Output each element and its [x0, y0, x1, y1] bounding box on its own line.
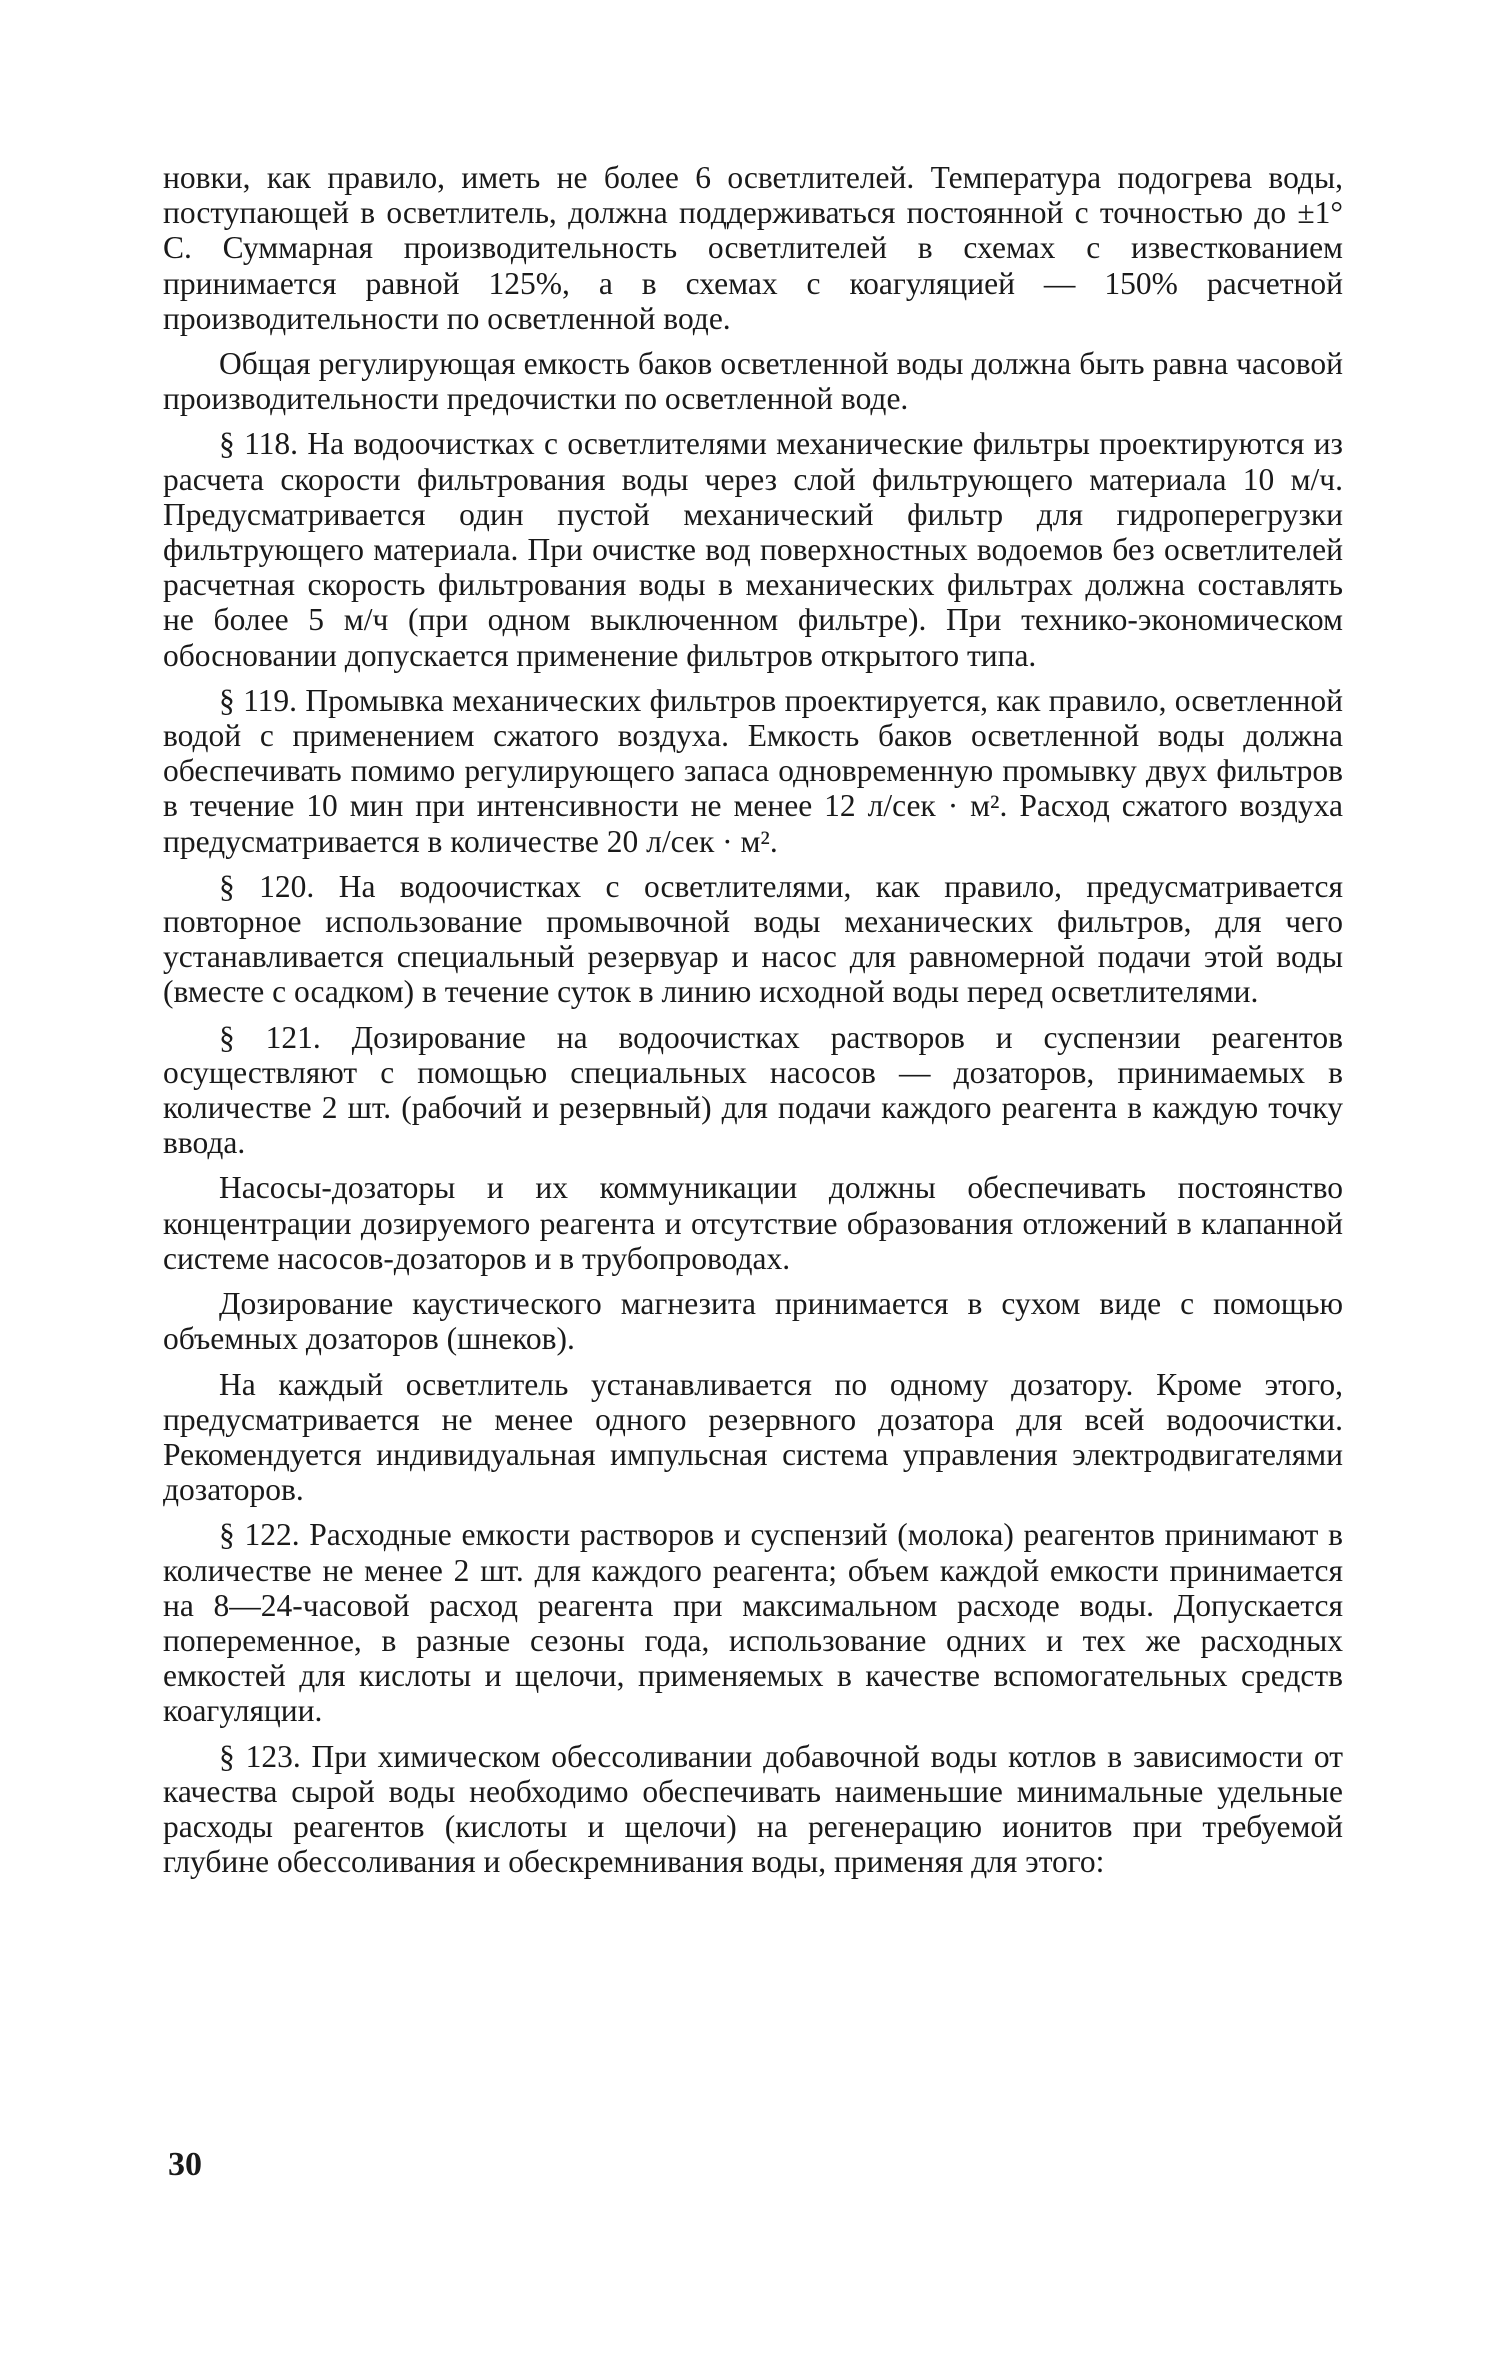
- paragraph-section-120: § 120. На водоочистках с осветлителями, как правило, предусматривается повторное использование промывочной воды механических фильтров, для чего устанавливается специальный резервуар и насос для равномерной подачи этой воды (вместе с осадком) в течение суток в линию исходной воды перед осветлителями.: [163, 868, 1343, 1010]
- paragraph-section-121: § 121. Дозирование на водоочистках растворов и суспензии реагентов осуществляют с помощью специальных насосов — дозаторов, принимаемых в количестве 2 шт. (рабочий и резервный) для подачи каждого реагента в каждую точку ввода.: [163, 1019, 1343, 1161]
- paragraph-dosing-pumps: Насосы-дозаторы и их коммуникации должны обеспечивать постоянство концентрации дозируемого реагента и отсутствие образования отложений в клапанной системе насосов-дозаторов и в трубопроводах.: [163, 1170, 1343, 1276]
- paragraph-section-118: § 118. На водоочистках с осветлителями механические фильтры проектируются из расчета скорости фильтрования воды через слой фильтрующего материала 10 м/ч. Предусматривается один пустой механический фильтр для гидроперегрузки фильтрующего материала. При очистке вод поверхностных водоемов без осветлителей расчетная скорость фильтрования воды в механических фильтрах должна составлять не более 5 м/ч (при одном выключенном фильтре). При технико-экономическом обосновании допускается применение фильтров открытого типа.: [163, 426, 1343, 673]
- paragraph-section-122: § 122. Расходные емкости растворов и суспензий (молока) реагентов принимают в количестве не менее 2 шт. для каждого реагента; объем каждой емкости принимается на 8—24-часовой расход реагента при максимальном расходе воды. Допускается попеременное, в разные сезоны года, использование одних и тех же расходных емкостей для кислоты и щелочи, применяемых в качестве вспомогательных средств коагуляции.: [163, 1517, 1343, 1729]
- paragraph-section-119: § 119. Промывка механических фильтров проектируется, как правило, осветленной водой с применением сжатого воздуха. Емкость баков осветленной воды должна обеспечивать помимо регулирующего запаса одновременную промывку двух фильтров в течение 10 мин при интенсивности не менее 12 л/сек · м². Расход сжатого воздуха предусматривается в количестве 20 л/сек · м².: [163, 682, 1343, 859]
- body-text: [163, 160, 1343, 1889]
- paragraph-dosers-per-clarifier: На каждый осветлитель устанавливается по одному дозатору. Кроме этого, предусматривается не менее одного резервного дозатора для всей водоочистки. Рекомендуется индивидуальная импульсная система управления электродвигателями дозаторов.: [163, 1366, 1343, 1508]
- page-number: 30: [168, 2146, 202, 2183]
- paragraph-continuation: новки, как правило, иметь не более 6 осветлителей. Температура подогрева воды, поступающей в осветлитель, должна поддерживаться постоянной с точностью до ±1° С. Суммарная производительность осветлителей в схемах с известкованием принимается равной 125%, а в схемах с коагуляцией — 150% расчетной производительности по осветленной воде.: [163, 160, 1343, 336]
- paragraph-magnesite-dosing: Дозирование каустического магнезита принимается в сухом виде с помощью объемных дозаторов (шнеков).: [163, 1286, 1343, 1357]
- paragraph-section-123: § 123. При химическом обессоливании добавочной воды котлов в зависимости от качества сырой воды необходимо обеспечивать наименьшие минимальные удельные расходы реагентов (кислоты и щелочи) на регенерацию ионитов при требуемой глубине обессоливания и обескремнивания воды, применяя для этого:: [163, 1738, 1343, 1880]
- paragraph-buffer-tanks: Общая регулирующая емкость баков осветленной воды должна быть равна часовой производительности предочистки по осветленной воде.: [163, 346, 1343, 417]
